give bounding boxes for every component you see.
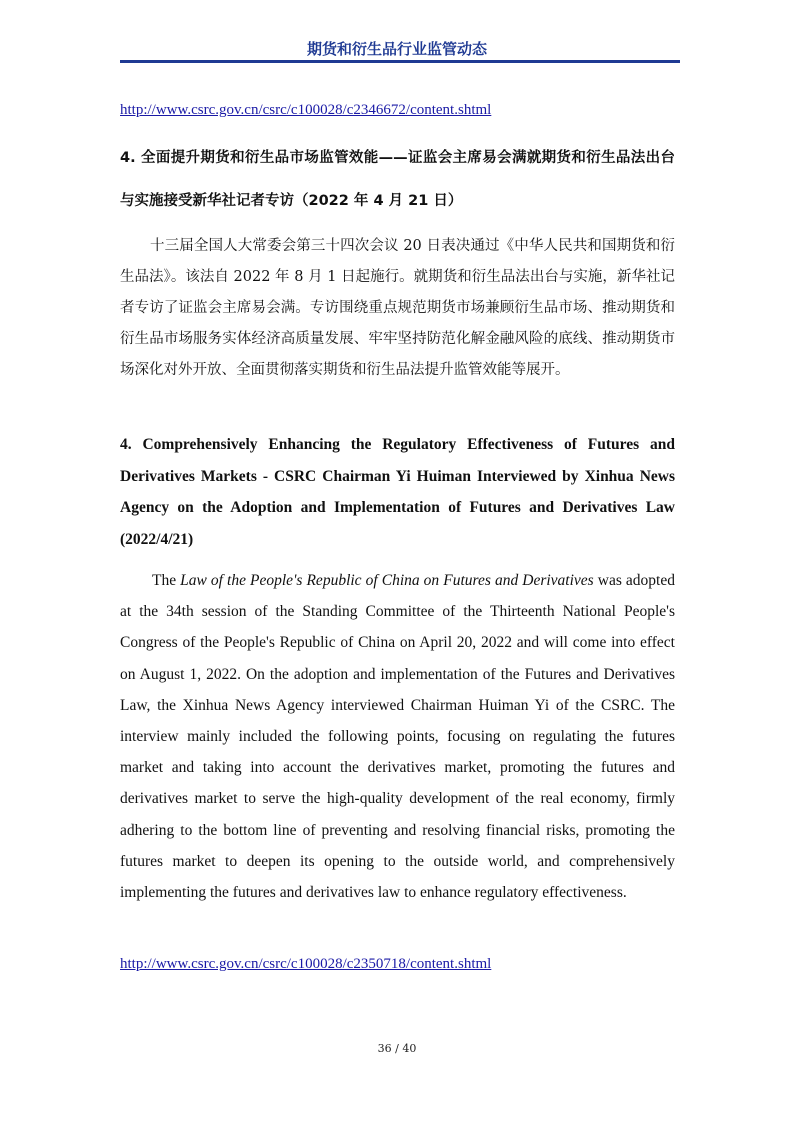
en-body-rest: was adopted at the 34th session of the Standing Committee of the Thirteenth National People's Congress of the People's Republic of China on April 20, 2022 and will come into effect on August 1, 2022. On the adoption and implementation of the Futures and Derivatives Law, the Xinhua News Agency interviewed Chairman Huiman Yi of the CSRC. The interview mainly included the following points, focusing on regulating the futures market and taking into account the derivatives market, promoting the futures and derivatives market to serve the high-quality development of the real economy, firmly adhering to the bottom line of preventing and resolving financial risks, promoting the futures market to deepen its opening to the outside world, and comprehensively implementing the futures and derivatives law to enhance regulatory effectiveness. bbox=[120, 572, 675, 902]
page-number: 36 / 40 bbox=[377, 1042, 417, 1055]
source-link-top[interactable]: http://www.csrc.gov.cn/csrc/c100028/c2346672/content.shtml bbox=[120, 102, 492, 118]
law-title: Law of the People's Republic of China on Futures and Derivatives bbox=[180, 572, 594, 589]
en-body-prefix: The bbox=[152, 572, 181, 589]
zh-paragraph: 十三届全国人大常委会第三十四次会议 20 日表决通过《中华人民共和国期货和衍生品法》。该法自 2022 年 8 月 1 日起施行。就期货和衍生品法出台与实施，新华社记者专访了证监会主席易会满。专访围绕重点规范期货市场兼顾衍生品市场、推动期货和衍生品市场服务实体经济高质量发展、牢牢坚持防范化解金融风险的底线、推动期货市场深化对外开放、全面贯彻落实期货和衍生品法提升监管效能等展开。 bbox=[120, 238, 675, 378]
en-section-heading: 4. Comprehensively Enhancing the Regulatory Effectiveness of Futures and Derivatives Markets - CSRC Chairman Yi Huiman Interviewed by Xinhua News Agency on the Adoption and Implementation of Futures and Derivatives Law (2022/4/21) bbox=[120, 436, 675, 548]
source-link-bottom[interactable]: http://www.csrc.gov.cn/csrc/c100028/c2350718/content.shtml bbox=[120, 956, 492, 972]
running-header-title: 期货和衍生品行业监管动态 bbox=[306, 40, 487, 58]
en-paragraph bbox=[120, 565, 675, 908]
header-rule bbox=[120, 60, 680, 63]
zh-section-heading: 4. 全面提升期货和衍生品市场监管效能——证监会主席易会满就期货和衍生品法出台与实施接受新华社记者专访（2022 年 4 月 21 日） bbox=[120, 150, 675, 209]
